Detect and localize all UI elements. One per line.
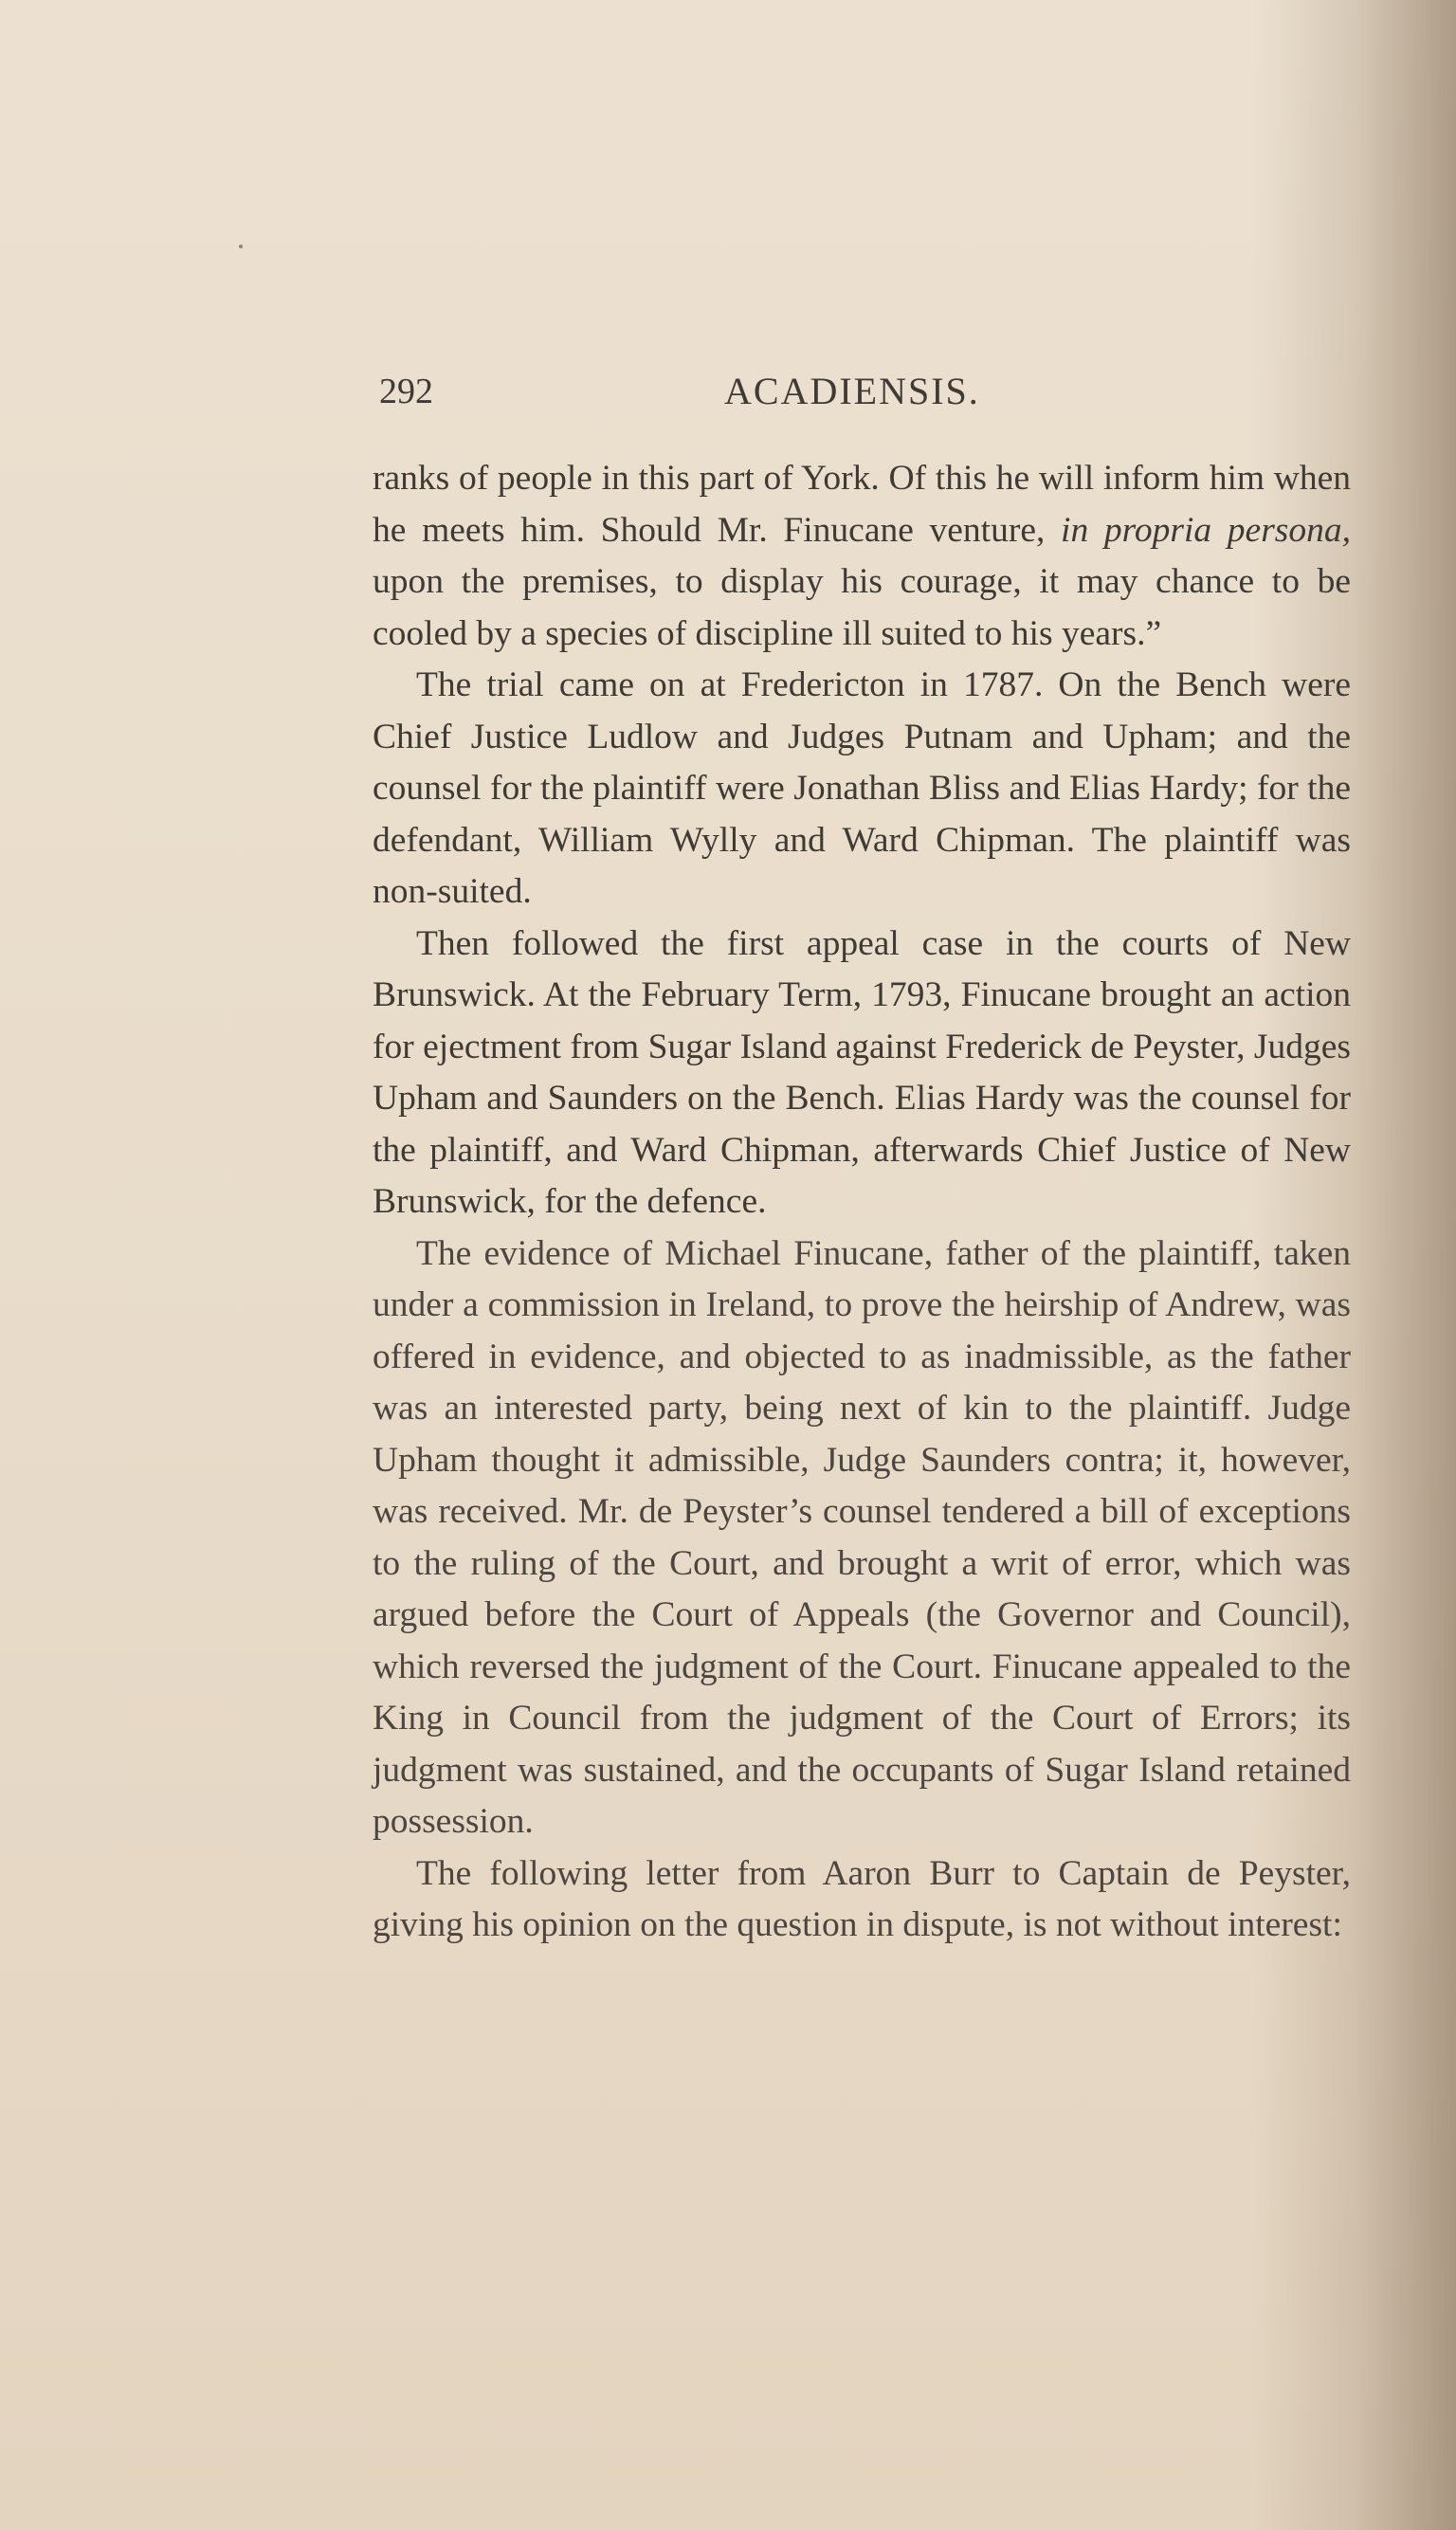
journal-title: ACADIENSIS. (724, 370, 980, 412)
paragraph-2: The trial came on at Fredericton in 1787. On the Bench were Chief Justice Ludlow and Judges Putnam and Upham; and the counsel for the plaintiff were Jonathan Bliss and Elias Hardy; for the defendant, William Wylly and Ward Chipman. The plaintiff was non-suited. (373, 665, 1351, 911)
paragraph-5: The following letter from Aaron Burr to Captain de Peyster, giving his opinion on the question in dispute, is not without interest: (373, 1853, 1351, 1944)
running-head (379, 368, 1356, 415)
paragraph-1-text: ranks of people in this part of York. Of this he will inform him when he meets him. Should Mr. Finucane venture, (373, 459, 1351, 550)
paragraph-4: The evidence of Michael Finucane, father of the plaintiff, taken under a commission in Ireland, to prove the heirship of Andrew, was offered in evidence, and objected to as inadmissible, as the father was an interested party, being next of kin to the plaintiff. Judge Upham thought it admissible, Judge Saunders contra; it, however, was received. Mr. de Peyster’s counsel tendered a bill of exceptions to the ruling of the Court, and brought a writ of error, which was argued before the Court of Appeals (the Governor and Council), which reversed the judgment of the Court. Finucane appealed to the King in Council from the judgment of the Court of Errors; its judgment was sustained, and the occupants of Sugar Island retained possession. (373, 1233, 1351, 1841)
paragraph-1-text-end: upon the premises, to display his courage, it may chance to be cooled by a species of discipline ill suited to his years.” (373, 562, 1351, 653)
body-text (373, 453, 1351, 1952)
paragraph-1 (373, 453, 1351, 660)
paper-speck (239, 245, 243, 248)
paragraph-3: Then followed the first appeal case in the courts of New Brunswick. At the February Term, 1793, Finucane brought an action for ejectment from Sugar Island against Frederick de Peyster, Judges Upham and Saunders on the Bench. Elias Hardy was the counsel for the plaintiff, and Ward Chipman, afterwards Chief Justice of New Brunswick, for the defence. (373, 923, 1351, 1221)
latin-phrase: in propria persona, (1061, 510, 1352, 550)
page-number: 292 (379, 372, 433, 411)
